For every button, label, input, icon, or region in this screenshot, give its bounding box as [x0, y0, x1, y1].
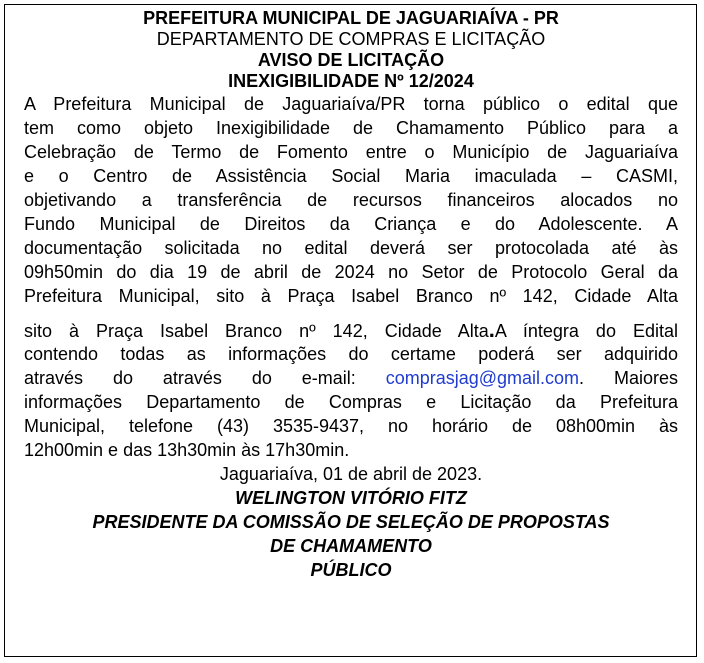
email-prefix: através do através do e-mail: [24, 368, 356, 388]
place-date: Jaguariaíva, 01 de abril de 2023. [219, 464, 483, 484]
text-line: Municipal, telefone (43) 3535-9437, no horário de 08h00min às [24, 416, 678, 436]
notice-document [24, 8, 678, 582]
text-line: 12h00min e das 13h30min às 17h30min. [24, 440, 350, 460]
text-line: informações Departamento de Compras e Licitação da Prefeitura [24, 392, 678, 412]
org-heading: PREFEITURA MUNICIPAL DE JAGUARIAÍVA - PR [143, 8, 559, 28]
signer-role-line-1: PRESIDENTE DA COMISSÃO DE SELEÇÃO DE PROPOSTAS [92, 512, 610, 532]
signer-name: WELINGTON VITÓRIO FITZ [235, 488, 467, 508]
text-line: e o Centro de Assistência Social Maria imaculada – CASMI, [24, 166, 678, 186]
text-line: Celebração de Termo de Fomento entre o Município de Jaguariaíva [24, 142, 678, 162]
notice-number: INEXIGIBILIDADE Nº 12/2024 [228, 71, 474, 91]
body-paragraph-2 [24, 318, 678, 462]
text-line [24, 366, 678, 390]
period-mark: . [488, 317, 495, 342]
email-link[interactable]: comprasjag@gmail.com. Maiores [385, 368, 678, 388]
body-paragraph-1 [24, 92, 678, 308]
text-line: tem como objeto Inexigibilidade de Chamamento Público para a [24, 118, 678, 138]
text-line: objetivando a transferência de recursos financeiros alocados no [24, 190, 678, 210]
address-repeat: sito à Praça Isabel Branco nº 142, Cidade Alta [24, 321, 489, 341]
signer-role-line-2: DE CHAMAMENTO [270, 536, 432, 556]
notice-title: AVISO DE LICITAÇÃO [257, 50, 445, 70]
text-line: Fundo Municipal de Direitos da Criança e do Adolescente. A [24, 214, 678, 234]
text-line [24, 318, 678, 342]
text-line: A Prefeitura Municipal de Jaguariaíva/PR torna público o edital que [24, 94, 678, 114]
text-line: 09h50min do dia 19 de abril de 2024 no Setor de Protocolo Geral da [24, 262, 678, 282]
department-heading: DEPARTAMENTO DE COMPRAS E LICITAÇÃO [156, 29, 546, 49]
text-line: contendo todas as informações do certame poderá ser adquirido [24, 344, 678, 364]
signer-role-line-3: PÚBLICO [310, 560, 392, 580]
edital-text: A íntegra do Edital [494, 321, 678, 341]
text-line: Prefeitura Municipal, sito à Praça Isabel Branco nº 142, Cidade Alta [24, 286, 678, 306]
text-line: documentação solicitada no edital deverá ser protocolada até às [24, 238, 678, 258]
